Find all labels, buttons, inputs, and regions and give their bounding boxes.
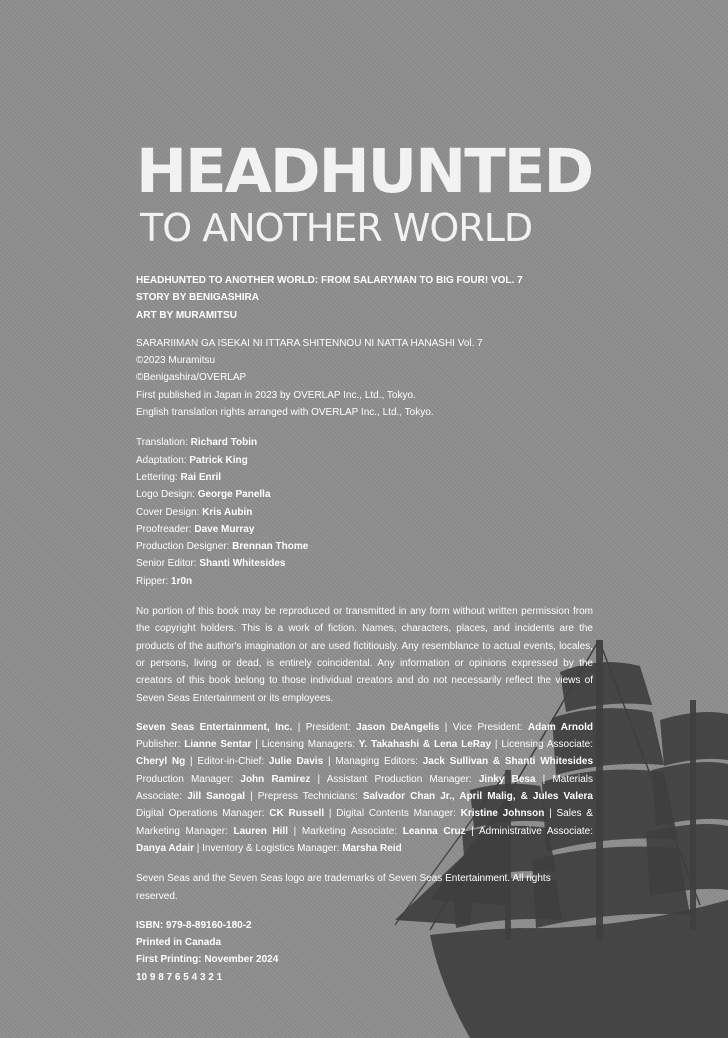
trademark-notice: Seven Seas and the Seven Seas logo are trademarks of Seven Seas Entertainment. All rights reserved. bbox=[136, 873, 551, 902]
credit-name: Richard Tobin bbox=[190, 437, 258, 449]
copyright-line: ©Benigashira/OVERLAP bbox=[136, 372, 247, 384]
printing-info bbox=[136, 917, 596, 986]
staff-text: Jinky Besa bbox=[478, 773, 536, 785]
credit-row bbox=[136, 504, 596, 521]
credit-role: Adaptation: bbox=[136, 454, 187, 466]
staff-text: Jill Sanogal bbox=[187, 791, 246, 803]
staff-text: | Digital Contents Manager: bbox=[324, 808, 461, 820]
credit-row bbox=[136, 452, 596, 469]
staff-text: | Assistant Production Manager: bbox=[310, 773, 479, 785]
staff-text: Kristine Johnson bbox=[460, 808, 545, 820]
staff-text: | Administrative Associate: bbox=[465, 825, 594, 837]
credit-role: Cover Design: bbox=[136, 506, 200, 518]
staff-text: Danya Adair bbox=[136, 842, 194, 854]
credit-role: Production Designer: bbox=[136, 541, 230, 553]
rights-block bbox=[136, 335, 596, 421]
original-title-line: SARARIIMAN GA ISEKAI NI ITTARA SHITENNOU NI NATTA HANASHI Vol. 7 bbox=[136, 337, 483, 349]
staff-text: Cheryl Ng bbox=[136, 756, 186, 768]
staff-text: Julie Davis bbox=[268, 756, 324, 768]
first-published-line: First published in Japan in 2023 by OVERLAP Inc., Ltd., Tokyo. bbox=[136, 389, 416, 401]
legal-disclaimer: No portion of this book may be reproduced or transmitted in any form without written permission from the copyright holders. This is a work of fiction. Names, characters, places, and incidents are the products of the author's imagination or are used fictitiously. Any resemblance to actual events, locales, or persons, living or dead, is entirely coincidental. Any information or opinions expressed by the creators of this book belong to those individual creators and do not necessarily reflect the views of Seven Seas Entertainment or its employees. bbox=[136, 606, 593, 704]
credit-role: Lettering: bbox=[136, 471, 178, 483]
credit-name: Rai Enril bbox=[180, 471, 222, 483]
credit-row bbox=[136, 434, 596, 451]
staff-text: | Editor-in-Chief: bbox=[185, 756, 269, 768]
credit-row bbox=[136, 573, 596, 590]
credit-row bbox=[136, 538, 596, 555]
staff-text: Publisher: bbox=[136, 739, 185, 751]
credit-name: Brennan Thome bbox=[232, 541, 309, 553]
story-credit-line: STORY BY BENIGASHIRA bbox=[136, 292, 259, 304]
staff-text: | Sales & Marketing Manager: bbox=[136, 808, 593, 837]
staff-text: | President: bbox=[292, 721, 357, 733]
staff-text: Adam Arnold bbox=[527, 721, 593, 733]
title-block bbox=[136, 272, 596, 324]
staff-text: Production Manager: bbox=[136, 773, 241, 785]
printing-number-line: 10 9 8 7 6 5 4 3 2 1 bbox=[136, 971, 223, 983]
copyright-line: ©2023 Muramitsu bbox=[136, 355, 216, 367]
staff-text: | Marketing Associate: bbox=[288, 825, 403, 837]
staff-text: Seven Seas Entertainment, Inc. bbox=[136, 721, 293, 733]
credit-role: Senior Editor: bbox=[136, 558, 197, 570]
staff-text: Leanna Cruz bbox=[402, 825, 466, 837]
staff-text: | Licensing Associate: bbox=[491, 739, 593, 751]
staff-text: Jason DeAngelis bbox=[356, 721, 440, 733]
credit-role: Ripper: bbox=[136, 575, 169, 587]
staff-text: Lauren Hill bbox=[233, 825, 289, 837]
staff-text: | Inventory & Logistics Manager: bbox=[193, 842, 343, 854]
credit-name: Patrick King bbox=[189, 454, 248, 466]
credit-name: George Panella bbox=[197, 489, 271, 501]
credit-role: Proofreader: bbox=[136, 523, 192, 535]
credits-block bbox=[136, 434, 596, 590]
credit-role: Logo Design: bbox=[136, 489, 195, 501]
staff-text: | Licensing Managers: bbox=[251, 739, 359, 751]
credit-name: Shanti Whitesides bbox=[199, 558, 286, 570]
art-credit-line: ART BY MURAMITSU bbox=[136, 309, 237, 321]
credit-row bbox=[136, 555, 596, 572]
staff-text: | Vice President: bbox=[439, 721, 528, 733]
staff-text: Salvador Chan Jr., April Malig, & Jules Valera bbox=[362, 791, 593, 803]
credit-name: 1r0n bbox=[171, 575, 193, 587]
staff-text: | Materials Associate: bbox=[136, 773, 594, 803]
credit-row bbox=[136, 469, 596, 486]
first-printing-line: First Printing: November 2024 bbox=[136, 954, 279, 966]
staff-text: Jack Sullivan & Shanti Whitesides bbox=[422, 756, 594, 768]
credit-row bbox=[136, 521, 596, 538]
staff-text: | Managing Editors: bbox=[323, 756, 423, 768]
credit-role: Translation: bbox=[136, 437, 188, 449]
staff-credits bbox=[136, 719, 593, 857]
staff-text: Lianne Sentar bbox=[184, 739, 252, 751]
copyright-page bbox=[136, 136, 596, 986]
logo-subtitle: TO ANOTHER WORLD bbox=[140, 206, 533, 250]
series-title-line: HEADHUNTED TO ANOTHER WORLD: FROM SALARYMAN TO BIG FOUR! VOL. 7 bbox=[136, 275, 523, 286]
credit-name: Kris Aubin bbox=[202, 506, 253, 518]
printed-in-line: Printed in Canada bbox=[136, 937, 222, 949]
isbn-line: ISBN: 979-8-89160-180-2 bbox=[136, 919, 252, 931]
staff-text: Digital Operations Manager: bbox=[136, 808, 270, 820]
staff-text: Y. Takahashi & Lena LeRay bbox=[358, 739, 492, 751]
credit-row bbox=[136, 486, 596, 503]
staff-text: Marsha Reid bbox=[342, 842, 402, 854]
credit-name: Dave Murray bbox=[194, 523, 255, 535]
staff-text: | Prepress Technicians: bbox=[245, 791, 363, 803]
staff-text: John Ramirez bbox=[240, 773, 311, 785]
logo-title: HEADHUNTED bbox=[136, 136, 593, 207]
staff-text: CK Russell bbox=[269, 808, 325, 820]
translation-rights-line: English translation rights arranged with OVERLAP Inc., Ltd., Tokyo. bbox=[136, 407, 434, 419]
